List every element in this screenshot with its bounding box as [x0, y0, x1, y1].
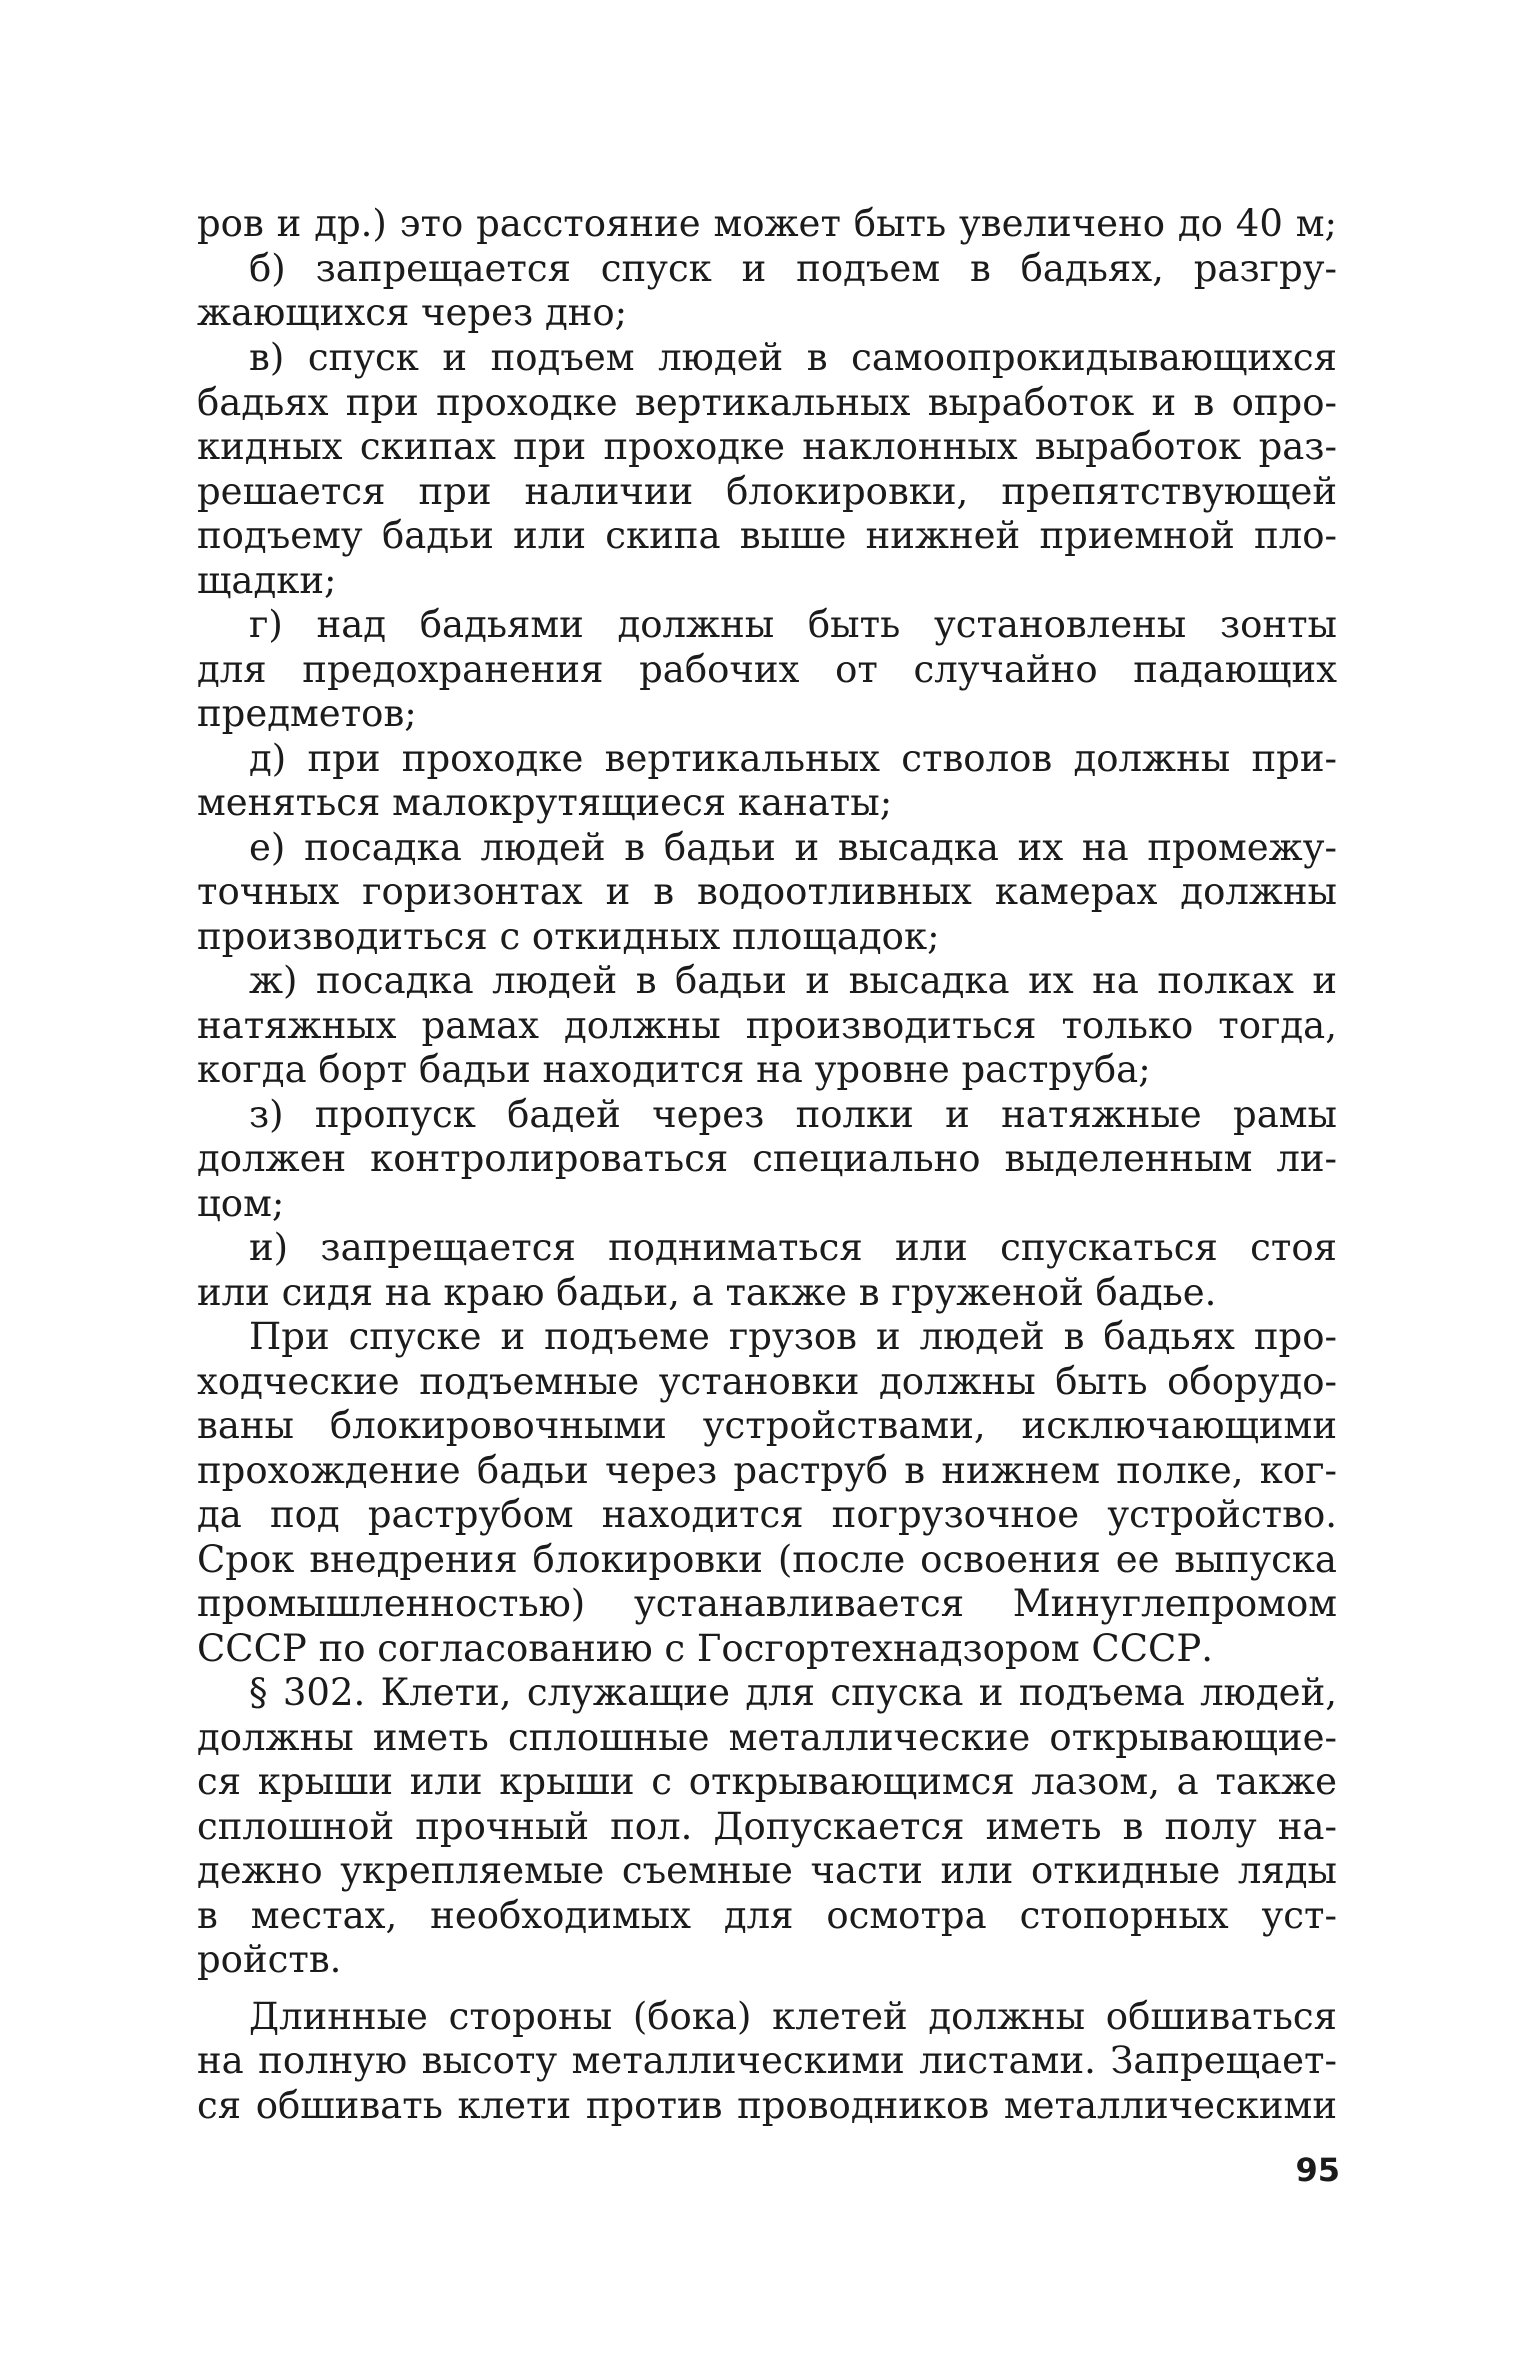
- text-line: производиться с откидных площадок;: [197, 915, 940, 958]
- text-line: При спуске и подъеме грузов и людей в бадьях про-: [249, 1315, 1337, 1358]
- text-line: на полную высоту металлическими листами. Запрещает-: [197, 2039, 1337, 2082]
- text-line: Длинные стороны (бока) клетей должны обшиваться: [249, 1995, 1337, 2038]
- text-line: меняться малокрутящиеся канаты;: [197, 781, 893, 824]
- text-line: § 302. Клети, служащие для спуска и подъема людей,: [249, 1671, 1337, 1714]
- text-line: должны иметь сплошные металлические открывающие-: [197, 1716, 1337, 1759]
- text-line: ройств.: [197, 1938, 342, 1981]
- text-line: д) при проходке вертикальных стволов должны при-: [249, 737, 1337, 780]
- text-line: прохождение бадьи через раструб в нижнем полке, ког-: [197, 1449, 1337, 1492]
- text-line: в) спуск и подъем людей в самоопрокидывающихся: [249, 336, 1337, 379]
- text-line: промышленностью) устанавливается Минуглепромом: [197, 1582, 1337, 1625]
- text-line: и) запрещается подниматься или спускаться стоя: [249, 1226, 1337, 1269]
- text-line: ж) посадка людей в бадьи и высадка их на полках и: [249, 959, 1337, 1002]
- text-line: натяжных рамах должны производиться только тогда,: [197, 1004, 1337, 1047]
- text-line: ров и др.) это расстояние может быть увеличено до 40 м;: [197, 202, 1337, 245]
- text-line: е) посадка людей в бадьи и высадка их на промежу-: [249, 826, 1337, 869]
- text-line: ся обшивать клети против проводников металлическими: [197, 2084, 1337, 2127]
- text-line: должен контролироваться специально выделенным ли-: [197, 1137, 1337, 1180]
- text-line: сплошной прочный пол. Допускается иметь в полу на-: [197, 1805, 1337, 1848]
- text-line: да под раструбом находится погрузочное устройство.: [197, 1493, 1337, 1536]
- text-line: СССР по согласованию с Госгортехнадзором СССР.: [197, 1627, 1214, 1670]
- text-line: ходческие подъемные установки должны быть оборудо-: [197, 1360, 1337, 1403]
- page-number: 95: [1295, 2151, 1340, 2189]
- text-line: для предохранения рабочих от случайно падающих: [197, 648, 1337, 691]
- text-line: ваны блокировочными устройствами, исключающими: [197, 1404, 1337, 1447]
- text-line: жающихся через дно;: [197, 291, 628, 334]
- text-line: щадки;: [197, 559, 337, 602]
- text-line: подъему бадьи или скипа выше нижней приемной пло-: [197, 514, 1337, 557]
- text-line: б) запрещается спуск и подъем в бадьях, разгру-: [249, 247, 1337, 290]
- text-line: дежно укрепляемые съемные части или откидные ляды: [197, 1849, 1337, 1892]
- text-line: в местах, необходимых для осмотра стопорных уст-: [197, 1894, 1337, 1937]
- text-line: предметов;: [197, 692, 417, 735]
- text-line: когда борт бадьи находится на уровне раструба;: [197, 1048, 1151, 1091]
- text-line: бадьях при проходке вертикальных выработок и в опро-: [197, 381, 1337, 424]
- text-line: з) пропуск бадей через полки и натяжные рамы: [249, 1093, 1337, 1136]
- text-line: г) над бадьями должны быть установлены зонты: [249, 603, 1337, 646]
- text-line: или сидя на краю бадьи, а также в груженой бадье.: [197, 1271, 1217, 1314]
- text-line: кидных скипах при проходке наклонных выработок раз-: [197, 425, 1337, 468]
- text-line: цом;: [197, 1182, 285, 1225]
- text-line: точных горизонтах и в водоотливных камерах должны: [197, 870, 1337, 913]
- text-line: ся крыши или крыши с открывающимся лазом, а также: [197, 1760, 1337, 1803]
- text-line: Срок внедрения блокировки (после освоения ее выпуска: [197, 1538, 1337, 1581]
- text-line: решается при наличии блокировки, препятствующей: [197, 470, 1337, 513]
